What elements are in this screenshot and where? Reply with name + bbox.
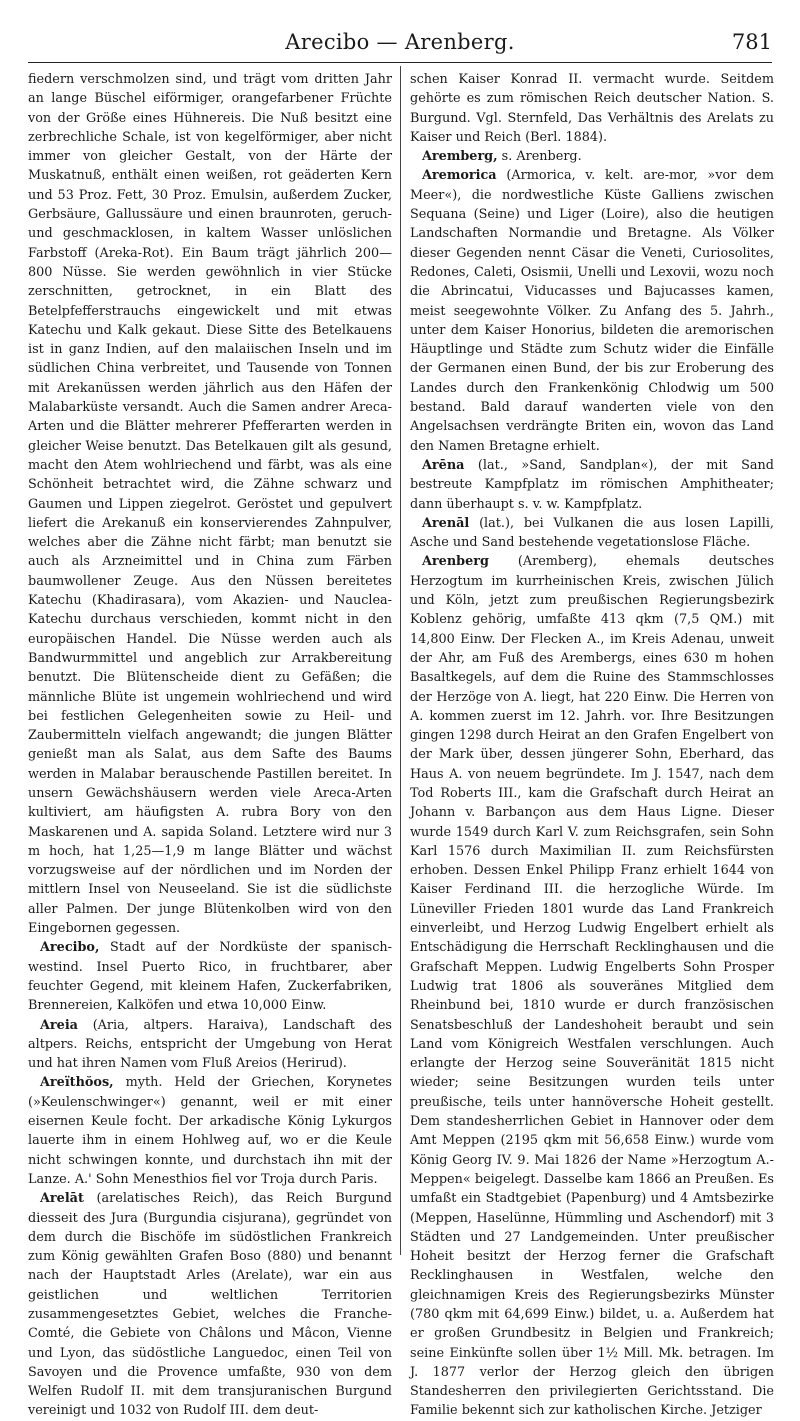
entry-arenberg (410, 552, 774, 1420)
running-title: Arecibo — Arenberg. (285, 30, 515, 54)
entry-headword: Areïthŏos, (40, 1075, 114, 1091)
entry-aremberg (410, 147, 774, 166)
entry-headword: Areia (40, 1017, 78, 1033)
column-divider (400, 66, 401, 1255)
page-number: 781 (731, 30, 772, 54)
entry-text: (lat.), bei Vulkanen die aus losen Lapilli, Asche und Sand bestehende vegetationslose Fläche. (410, 515, 774, 551)
entry-headword: Arecibo, (40, 940, 100, 956)
entry-areia (28, 1016, 392, 1074)
entry-text: (Armorica, v. kelt. are-mor, »vor dem Meer«), die nordwestliche Küste Galliens zwischen Sequana (Seine) und Liger (Loire), also die heutigen Landschaften Normandie und Bretagne. Als Völker dieser Gegenden nennt Cäsar die Veneti, Curiosolites, Redones, Caleti, Osismii, Unelli und Lexovii, wozu noch die Abrincatui, Viducasses und Bajucasses kamen, meist seegewohnte Völker. Zu Anfang des 5. Jahrh., unter dem Kaiser Honorius, bildeten die aremorischen Häuptlinge und Städte zum Schutz wider die Einfälle der Germanen einen Bund, der bis zur Eroberung des Landes durch den Frankenkönig Chlodwig um 500 bestand. Bald darauf wanderten viele von den Angelsachsen verdrängte Briten ein, wovon das Land den Namen Bretagne erhielt. (410, 168, 774, 454)
entry-text: (Aria, altpers. Haraiva), Landschaft des altpers. Reichs, entspricht der Umgebung von Herat und hat ihren Namen vom Fluß Areios (Herirud). (28, 1017, 392, 1072)
entry-text: (lat., »Sand, Sandplan«), der mit Sand bestreute Kampfplatz im römischen Amphitheater; dann überhaupt s. v. w. Kampfplatz. (410, 457, 774, 512)
entry-headword: Aremorica (422, 168, 497, 184)
entry-headword: Arēna (422, 457, 465, 473)
entry-arenal (410, 514, 774, 553)
entry-headword: Arenberg (422, 554, 489, 570)
entry-text: s. Arenberg. (501, 149, 582, 165)
entry-arecibo (28, 938, 392, 1015)
entry-text: (Aremberg), ehemals deutsches Herzogtum im kurrheinischen Kreis, zwischen Jülich und Köln, jetzt zum preußischen Regierungsbezirk Koblenz gehörig, umfaßte 413 qkm (7,5 QM.) mit 14,800 Einw. Der Flecken A., im Kreis Adenau, unweit der Ahr, am Fuß des Arembergs, eines 630 m hohen Basaltkegels, auf dem die Ruine des Stammschlosses der Herzöge von A. liegt, hat 220 Einw. Die Herren von A. kommen zuerst im 12. Jahrh. vor. Ihre Besitzungen gingen 1298 durch Heirat an den Grafen Engelbert von der Mark über, dessen jüngerer Sohn, Eberhard, das Haus A. von neuem begründete. Im J. 1547, nach dem Tod Roberts III., kam die Grafschaft durch Heirat an Johann v. Barbançon aus dem Haus Ligne. Dieser wurde 1549 durch Karl V. zum Reichsgrafen, sein Sohn Karl 1576 durch Maximilian II. zum Reichsfürsten erhoben. Dessen Enkel Philipp Franz erhielt 1644 von Kaiser Ferdinand III. die herzogliche Würde. Im Lüneviller Frieden 1801 wurde das Land Frankreich einverleibt, und Herzog Ludwig Engelbert erhielt als Entschädigung die Herrschaft Recklinghausen und die Grafschaft Meppen. Ludwig Engelberts Sohn Prosper Ludwig trat 1806 als souveränes Mitglied dem Rheinbund bei, 1810 wurde er durch französischen Senatsbeschluß der Landeshoheit beraubt und sein Land vom Königreich Westfalen verschlungen. Auch erlangte der Herzog seine Souveränität 1815 nicht wieder; seine Besitzungen wurden teils unter preußische, teils unter hannöversche Hoheit gestellt. Dem standesherrlichen Gebiet in Hannover oder dem Amt Meppen (2195 qkm mit 56,658 Einw.) wurde vom König Georg IV. 9. Mai 1826 der Name »Herzogtum A.-Meppen« beigelegt. Dasselbe kam 1866 an Preußen. Es umfaßt ein Stadtgebiet (Papenburg) und 4 Amtsbezirke (Meppen, Haselünne, Hümmling und Aschendorf) mit 3 Städten und 27 Landgemeinden. Unter preußischer Hoheit besitzt der Herzog ferner die Grafschaft Recklinghausen in Westfalen, welche den gleichnamigen Kreis des Regierungsbezirks Münster (780 qkm mit 64,699 Einw.) bildet, u. a. Außerdem hat er großen Grundbesitz in Belgien und Frankreich; seine Einkünfte sollen über 1½ Mill. Mk. betragen. Im J. 1877 verlor der Herzog gleich den übrigen Standesherren den privilegierten Gerichtsstand. Die Familie bekennt sich zur katholischen Kirche. Jetziger (410, 554, 775, 1419)
entry-headword: Aremberg, (422, 149, 498, 165)
page-header (28, 26, 772, 63)
entry-aremorica (410, 166, 774, 455)
entry-text: myth. Held der Griechen, Korynetes (»Keulenschwinger«) genannt, weil er mit einer eisernen Keule focht. Der arkadische König Lykurgos lauerte ihm in einem Hohlweg auf, wo er die Keule nicht schwingen konnte, und durchstach ihn mit der Lanze. A.' Sohn Menesthios fiel vor Troja durch Paris. (28, 1075, 392, 1187)
entry-headword: Arenāl (422, 515, 470, 531)
entry-arelat (28, 1189, 392, 1421)
left-column (28, 70, 393, 1419)
entry-text: Stadt auf der Nordküste der spanisch-westind. Insel Puerto Rico, in fruchtbarer, aber feuchter Gegend, mit kleinem Hafen, Zuckerfabriken, Brennereien, Kalköfen und etwa 10,000 Einw. (28, 940, 392, 1014)
continuation-paragraph: fiedern verschmolzen sind, und trägt vom dritten Jahr an lange Büschel eiförmiger, orangefarbener Früchte von der Größe eines Hühnereis. Die Nuß besitzt eine zerbrechliche Schale, ist von kegelförmiger, aber nicht immer von gleicher Gestalt, von der Härte der Muskatnuß, enthält einen weißen, rot geäderten Kern und 53 Proz. Fett, 30 Proz. Emulsin, außerdem Zucker, Gerbsäure, Gallussäure und einen braunroten, geruch- und geschmacklosen, in kaltem Wasser unlöslichen Farbstoff (Areka-Rot). Ein Baum trägt jährlich 200—800 Nüsse. Sie werden gewöhnlich in vier Stücke zerschnitten, getrocknet, in ein Blatt des Betelpfefferstrauchs eingewickelt und mit etwas Katechu und Kalk gekaut. Diese Sitte des Betelkauens ist in ganz Indien, auf den malaiischen Inseln und im südlichen China verbreitet, und Tausende von Tonnen mit Arekanüssen werden jährlich aus den Häfen der Malabarküste versandt. Auch die Samen andrer Areca-Arten und die Blätter mehrerer Pfefferarten werden in gleicher Weise benutzt. Das Betelkauen gilt als gesund, macht den Atem wohlriechend und färbt, was als eine Schönheit betrachtet wird, die Zähne schwarz und Gaumen und Lippen ziegelrot. Geröstet und gepulvert liefert die Arekanuß ein konservierendes Zahnpulver, welches aber die Zähne nicht färbt; man benutzt sie auch als Arzneimittel und in China zum Färben baumwollener Zeuge. Aus den Nüssen bereitetes Katechu (Khadirasara), vom Akazien- und Nauclea-Katechu durchaus verschieden, kommt nicht in den europäischen Handel. Die Nüsse werden auch als Bandwurmmittel und angeblich zur Arrakbereitung benutzt. Die Blütenscheide dient zu Gefäßen; die männliche Blüte ist ungemein wohlriechend und wird bei festlichen Gelegenheiten sowie zu Heil- und Zaubermitteln vielfach angewandt; die jungen Blätter genießt man als Salat, aus dem Safte des Baums werden in Malabar berauschende Pastillen bereitet. In unsern Gewächshäusern werden viele Areca-Arten kultiviert, am häufigsten A. rubra Bory von den Maskarenen und A. sapida Soland. Letztere wird nur 3 m hoch, hat 1,25—1,9 m lange Blätter und wächst vorzugsweise auf der nördlichen und im Norden der mittlern Insel von Neuseeland. Sie ist die südlichste aller Palmen. Der junge Blütenkolben wird von den Eingebornen gegessen. (28, 72, 392, 937)
entry-areithoos (28, 1073, 392, 1189)
continuation-paragraph: schen Kaiser Konrad II. vermacht wurde. Seitdem gehörte es zum römischen Reich deutscher Nation. S. Burgund. Vgl. Sternfeld, Das Verhältnis des Arelats zu Kaiser und Reich (Berl. 1884). (410, 72, 774, 145)
entry-headword: Arelāt (40, 1191, 84, 1207)
entry-text: (arelatisches Reich), das Reich Burgund diesseit des Jura (Burgundia cisjurana), gegründet von dem durch die Bischöfe im südöstlichen Frankreich zum König gewählten Grafen Boso (880) und benannt nach der Hauptstadt Arles (Arelate), war ein aus geistlichen und weltlichen Territorien zusammengesetztes Gebiet, welches die Franche-Comté, die Gebiete von Châlons und Mâcon, Vienne und Lyon, das südöstliche Languedoc, einen Teil von Savoyen und die Provence umfaßte, 930 von dem Welfen Rudolf II. mit dem transjuranischen Burgund vereinigt und 1032 von Rudolf III. dem deut- (28, 1191, 393, 1419)
right-column (410, 70, 775, 1419)
entry-arena (410, 456, 774, 514)
